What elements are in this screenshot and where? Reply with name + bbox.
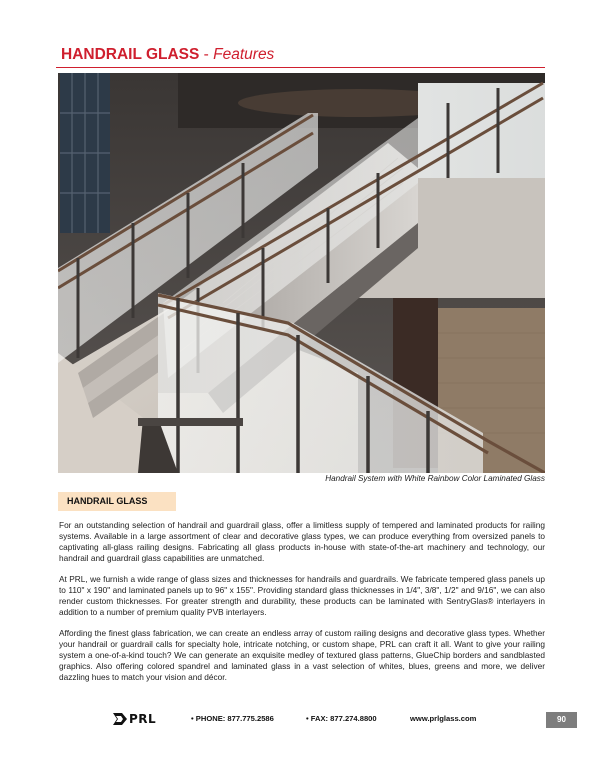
logo-mark-icon bbox=[113, 713, 127, 725]
body-text bbox=[59, 520, 545, 693]
photo-caption: Handrail System with White Rainbow Color Laminated Glass bbox=[325, 474, 545, 483]
footer bbox=[0, 712, 595, 730]
footer-website[interactable]: www.prlglass.com bbox=[410, 714, 477, 723]
paragraph: Affording the finest glass fabrication, we can create an endless array of custom railing designs and decorative glass types. Whether your handrail or guardrail calls for specialty hole, intricate notching, or custom shape, PRL can craft it all. Want to give your railing system a one-of-a-kind touch? We can generate an exquisite medley of textured glass patterns, GlueChip borders and sandblasted graphics. Also offering colored spandrel and laminated glass in a vast selection of whites, blues, greens and more, we deliver dazzling hues to match your vision and décor. bbox=[59, 628, 545, 682]
section-heading: HANDRAIL GLASS bbox=[67, 496, 148, 506]
title-sub: Features bbox=[213, 46, 275, 63]
title-rule bbox=[56, 67, 545, 68]
footer-phone: • PHONE: 877.775.2586 bbox=[191, 714, 274, 723]
staircase-photo bbox=[58, 73, 545, 473]
paragraph: At PRL, we furnish a wide range of glass sizes and thicknesses for handrails and guardrails. We fabricate tempered glass panels up to 110" x 190" and laminated panels up to 96" x 155". Providing standard glass thicknesses in 1/4", 3/8", 1/2" and 9/16", we can also render custom thicknesses. For greater strength and durability, these products can be laminated with SentryGlas® interlayers in addition to a number of premium quality PVB interlayers. bbox=[59, 574, 545, 617]
page-number: 90 bbox=[546, 712, 577, 728]
logo-text: PRL bbox=[129, 712, 157, 726]
section-heading-box bbox=[58, 492, 176, 511]
page-title bbox=[61, 46, 274, 64]
title-separator: - bbox=[199, 46, 214, 63]
footer-fax: • FAX: 877.274.8800 bbox=[306, 714, 377, 723]
prl-logo bbox=[113, 712, 156, 726]
title-main: HANDRAIL GLASS bbox=[61, 46, 200, 63]
paragraph: For an outstanding selection of handrail and guardrail glass, offer a limitless supply of tempered and laminated products for railing systems. Available in a large assortment of clear and decorative glass types, we can produce everything from oversized panels to captivating all-glass railing designs. Fabricating all glass products in-house with state-of-the-art machinery and technology, our handrail and guardrail glass capabilities are unmatched. bbox=[59, 520, 545, 563]
